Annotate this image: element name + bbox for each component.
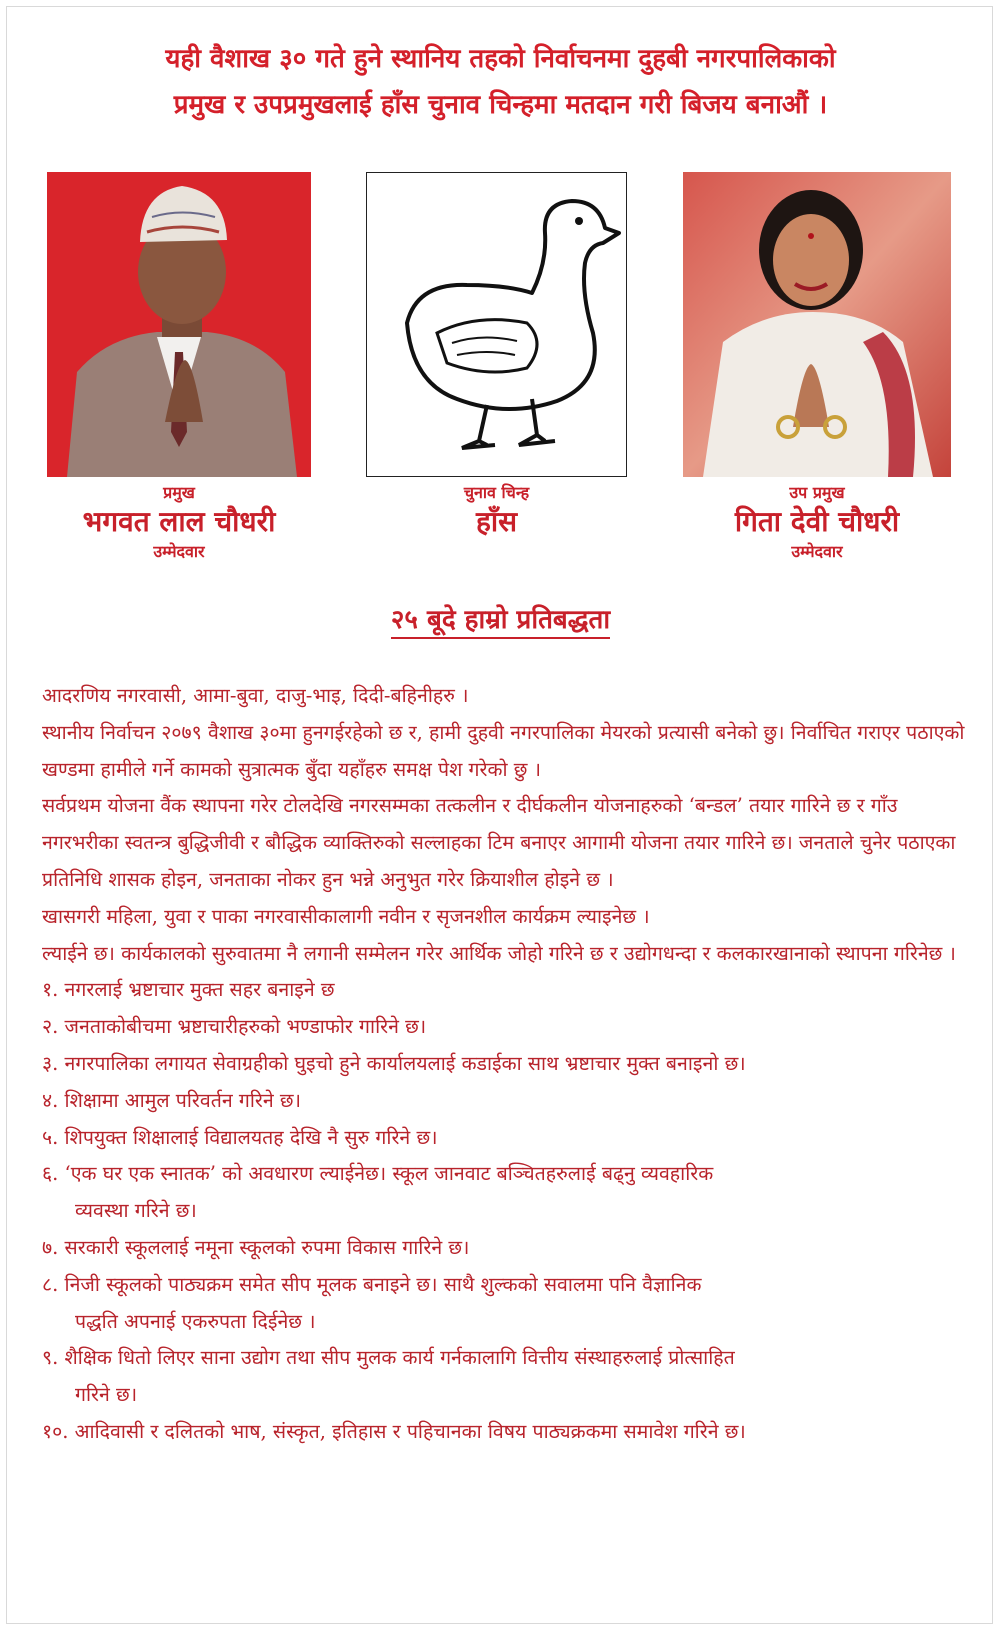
list-item: १. नगरलाई भ्रष्टाचार मुक्त सहर बनाइने छ [42, 978, 335, 1002]
list-item: २. जनताकोबीचमा भ्रष्टाचारीहरुको भण्डाफोर गारिने छ। [42, 1015, 427, 1039]
caption-mayor [47, 483, 311, 563]
symbol-name: हाँस [475, 505, 518, 538]
list-item-text: ८. निजी स्कूलको पाठ्यक्रम समेत सीप मूलक बनाइने छ। साथै शुल्कको सवालमा पनि वैज्ञानिक [42, 1272, 702, 1296]
salutation: आदरणिय नगरवासी, आमा-बुवा, दाजु-भाइ, दिदी-बहिनीहरु । [42, 684, 469, 707]
headline-line-1: यही वैशाख ३० गते हुने स्थानिय तहको निर्वाचनमा दुहबी नगरपालिकाको [165, 44, 836, 74]
paragraph-plan: सर्वप्रथम योजना वैंक स्थापना गरेर टोलदेखि नगरसम्मका तत्कलीन र दीर्घकलीन योजनाहरुको ‘बन्डल’ तयार गारिने छ र गाँउ नगरभरीका स्वतन्त्र बुद्धिजीवी र बौद्धिक व्याक्तिरुको सल्लाहका टिम बनाएर आगामी योजना तयार गारिने छ। जनताले चुनेर पठाएका प्रतिनिधि शासक होइन, जनताका नोकर हुन भन्ने अनुभुत गरेर क्रियाशील होइने छ । [42, 794, 956, 891]
candidate-name: भगवत लाल चौधरी [82, 505, 276, 538]
candidate-label: उम्मेदवार [791, 542, 843, 561]
list-item: ४. शिक्षामा आमुल परिवर्तन गरिने छ। [42, 1088, 301, 1112]
paragraph-programs: खासगरी महिला, युवा र पाका नगरवासीकालागी नवीन र सृजनशील कार्यक्रम ल्याइनेछ । [42, 904, 650, 928]
caption-symbol [366, 483, 627, 541]
list-item: ५. शिपयुक्त शिक्षालाई विद्यालयतह देखि नै सुरु गरिने छ। [42, 1125, 438, 1149]
section-title-text: २५ बूदे हाम्रो प्रतिबद्धता [391, 605, 610, 639]
list-item: १०. आदिवासी र दलितको भाष, संस्कृत, इतिहास र पहिचानका विषय पाठ्यक्रकमा समावेश गरिने छ। [42, 1419, 746, 1443]
paragraph-intro: स्थानीय निर्वाचन २०७९ वैशाख ३०मा हुनगईरहेको छ र, हामी दुहवी नगरपालिका मेयरको प्रत्यासी बनेको छु। निर्वाचित गराएर पठाएको खण्डमा हामीले गर्ने कामको सुत्रात्मक बुँदा यहाँहरु समक्ष पेश गरेको छु । [42, 720, 965, 781]
list-item [42, 1267, 967, 1341]
list-item-continuation: गरिने छ। [75, 1383, 138, 1407]
list-item: ७. सरकारी स्कूललाई नमूना स्कूलको रुपमा विकास गारिने छ। [42, 1235, 470, 1259]
list-item [42, 1156, 967, 1230]
candidate-label: उम्मेदवार [153, 542, 205, 561]
headline-line-2: प्रमुख र उपप्रमुखलाई हाँस चुनाव चिन्हमा मतदान गरी बिजय बनाऔं । [173, 90, 828, 120]
list-item [42, 1340, 967, 1414]
manifesto-body [42, 678, 967, 1451]
list-item-text: ६. ‘एक घर एक स्नातक’ को अवधारण ल्याईनेछ। स्कूल जानवाट बञ्चितहरुलाई बढ्नु व्यवहारिक [42, 1162, 714, 1186]
paragraph-investment: ल्याईने छ। कार्यकालको सुरुवातमा नै लगानी सम्मेलन गरेर आर्थिक जोहो गरिने छ र उद्योगधन्दा र कलकारखानाको स्थापना गरिनेछ । [42, 941, 956, 965]
list-item: ३. नगरपालिका लगायत सेवाग्रहीको घुइचो हुने कार्यालयलाई कडाईका साथ भ्रष्टाचार मुक्त बनाइनो छ। [42, 1051, 746, 1075]
caption-deputy [683, 483, 951, 563]
section-title [0, 600, 1001, 636]
candidate-name: गिता देवी चौधरी [734, 505, 900, 538]
list-item-continuation: व्यवस्था गरिने छ। [75, 1199, 197, 1223]
list-item-continuation: पद्धति अपनाई एकरुपता दिईनेछ । [75, 1309, 316, 1333]
role-label: प्रमुख [163, 483, 195, 502]
role-label: उप प्रमुख [789, 483, 845, 502]
candidate-photo-mayor [47, 172, 311, 477]
election-symbol-duck [366, 172, 627, 477]
list-item-text: ९. शैक्षिक धितो लिएर साना उद्योग तथा सीप मुलक कार्य गर्नकालागि वित्तीय संस्थाहरुलाई प्रोत्साहित [42, 1346, 735, 1370]
symbol-label: चुनाव चिन्ह [463, 483, 530, 502]
headline [0, 36, 1001, 128]
candidate-photo-deputy [683, 172, 951, 477]
